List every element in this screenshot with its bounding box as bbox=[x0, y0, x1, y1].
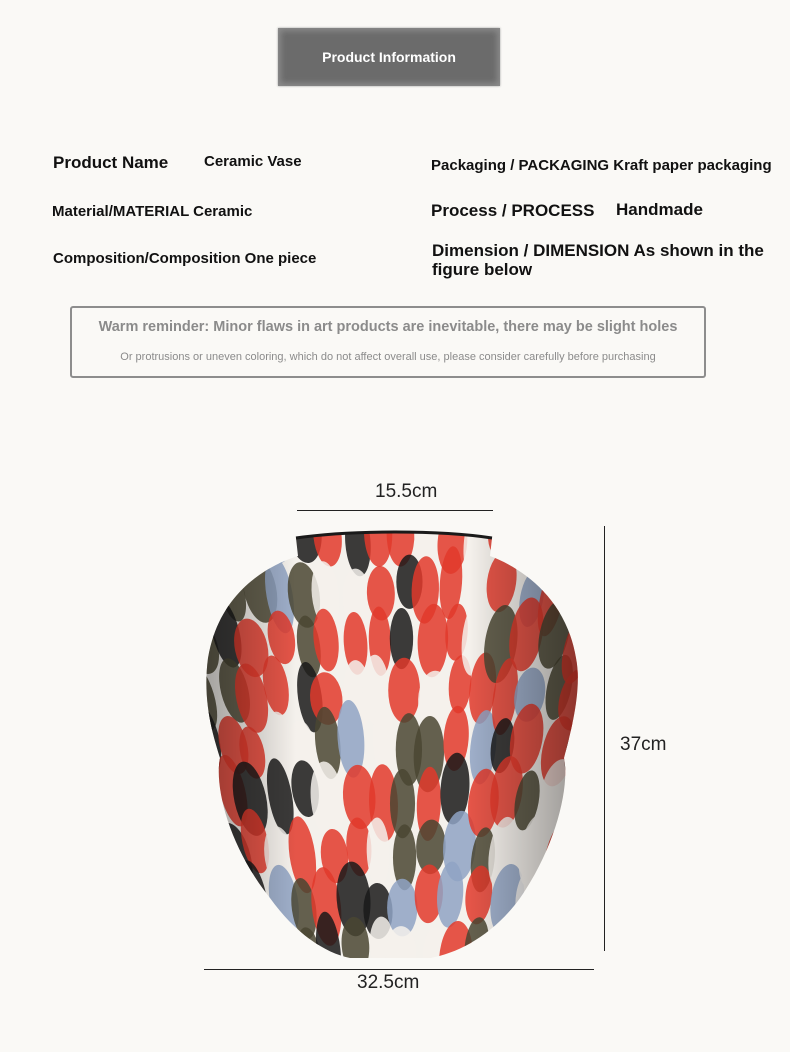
vase-brush-stroke bbox=[533, 864, 574, 944]
product-information-header bbox=[278, 28, 500, 86]
vase-brush-stroke bbox=[207, 925, 251, 962]
composition-info: Composition/Composition One piece bbox=[53, 250, 317, 267]
vase-brush-stroke bbox=[200, 910, 225, 962]
vase-brush-stroke bbox=[229, 528, 271, 570]
warm-reminder-box bbox=[70, 306, 706, 378]
vase-brush-stroke bbox=[559, 798, 584, 883]
bottom-width-line bbox=[204, 969, 594, 970]
top-width-label: 15.5cm bbox=[375, 481, 438, 502]
bottom-width-label: 32.5cm bbox=[357, 972, 420, 993]
dimension-info-line1: Dimension / DIMENSION As shown in the bbox=[432, 241, 764, 260]
vase-brush-stroke bbox=[517, 528, 552, 572]
vase-brush-stroke bbox=[556, 933, 584, 962]
vase-brush-stroke bbox=[200, 528, 224, 571]
vase-brush-stroke bbox=[531, 528, 576, 577]
top-width-line bbox=[297, 510, 493, 511]
ceramic-vase-image bbox=[200, 528, 584, 962]
vase-brush-stroke bbox=[200, 804, 229, 887]
material-info: Material/MATERIAL Ceramic bbox=[52, 203, 253, 220]
header-title: Product Information bbox=[322, 49, 456, 65]
vase-brush-stroke bbox=[200, 544, 230, 619]
vase-brush-stroke bbox=[561, 555, 584, 624]
packaging-info: Packaging / PACKAGING Kraft paper packaging bbox=[431, 157, 772, 174]
product-name-label: Product Name bbox=[53, 153, 169, 172]
dimension-info-line2: figure below bbox=[432, 260, 533, 279]
vase-brush-stroke bbox=[535, 915, 571, 962]
vase-brush-stroke bbox=[558, 528, 584, 582]
vase-brush-stroke bbox=[555, 863, 584, 922]
process-value: Handmade bbox=[616, 200, 703, 219]
vase-brush-stroke bbox=[200, 872, 223, 933]
product-name-value: Ceramic Vase bbox=[204, 153, 302, 170]
height-label: 37cm bbox=[620, 734, 667, 755]
height-line bbox=[604, 526, 605, 951]
vase-brush-stroke bbox=[210, 859, 250, 925]
reminder-line2: Or protrusions or uneven coloring, which do not affect overall use, please consider carefully before purchasing bbox=[120, 351, 656, 363]
vase-brush-stroke bbox=[232, 914, 272, 962]
vase-brush-stroke bbox=[213, 528, 254, 574]
process-label: Process / PROCESS bbox=[431, 201, 595, 220]
reminder-line1: Warm reminder: Minor flaws in art products are inevitable, there may be slight holes bbox=[98, 319, 678, 335]
vase-brush-stroke bbox=[512, 925, 544, 962]
